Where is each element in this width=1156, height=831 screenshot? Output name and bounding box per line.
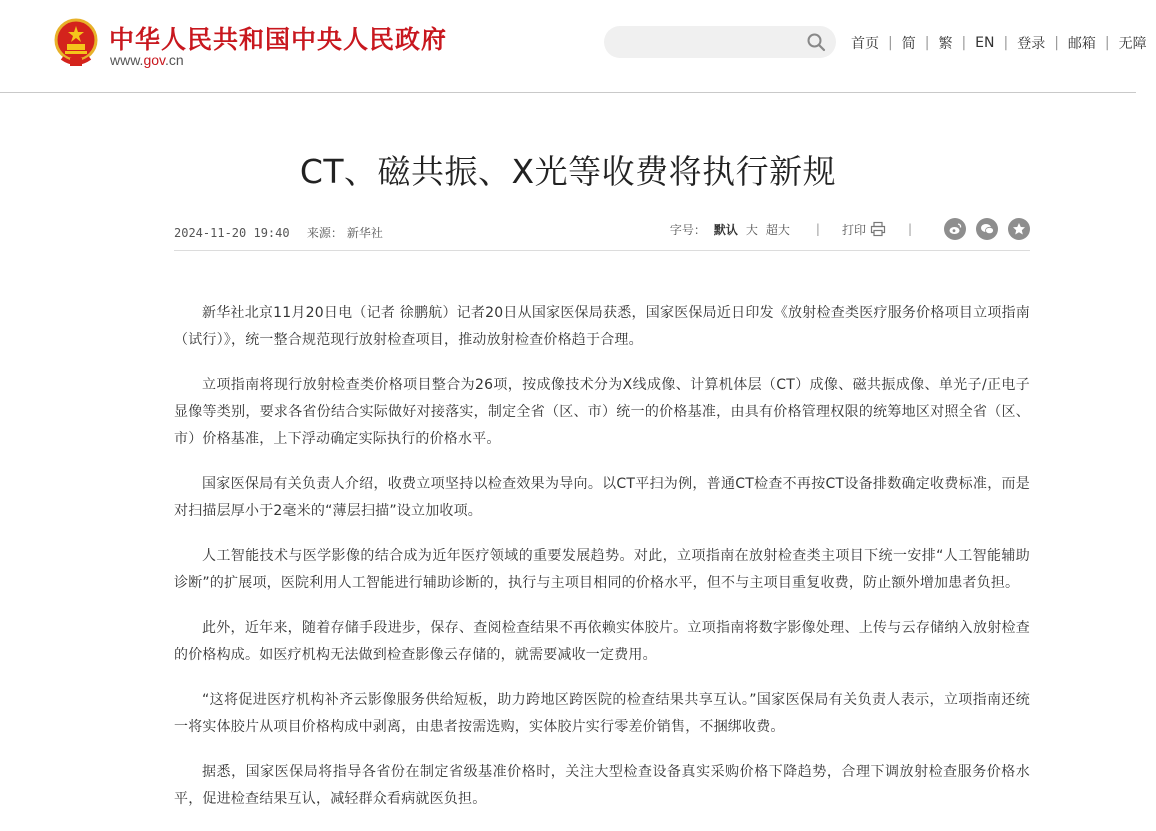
nav-simplified[interactable]: 简	[901, 36, 916, 52]
article-paragraph: 新华社北京11月20日电（记者 徐鹏航）记者20日从国家医保局获悉，国家医保局近日印发《放射检查类医疗服务价格项目立项指南（试行）》，统一整合规范现行放射检查项目，推动放射检查价格趋于合理。	[174, 305, 1030, 348]
article-paragraph: 此外，近年来，随着存储手段进步，保存、查阅检查结果不再依赖实体胶片。立项指南将数字影像处理、上传与云存储纳入放射检查的价格构成。如医疗机构无法做到检查影像云存储的，就需要减收一定费用。	[174, 620, 1030, 663]
nav-accessibility[interactable]: 无障	[1118, 36, 1147, 52]
meta-divider	[174, 250, 1030, 251]
article-paragraph: 国家医保局有关负责人介绍，收费立项坚持以检查效果为导向。以CT平扫为例，普通CT检查不再按CT设备排数确定收费标准，而是对扫描层厚小于2毫米的“薄层扫描”设立加收项。	[174, 476, 1030, 519]
font-size-default[interactable]: 默认	[713, 222, 738, 237]
nav-login[interactable]: 登录	[1017, 36, 1046, 52]
article-title: CT、磁共振、X光等收费将执行新规	[299, 152, 837, 191]
print-label: 打印	[841, 222, 866, 237]
star-icon	[1012, 222, 1026, 236]
source-label: 来源：	[306, 226, 343, 240]
site-url-gov: gov	[143, 52, 165, 68]
wechat-icon	[980, 222, 995, 236]
nav-mail[interactable]: 邮箱	[1067, 36, 1096, 52]
site-url-prefix: www.	[110, 52, 144, 68]
article-paragraph: “这将促进医疗机构补齐云影像服务供给短板，助力跨地区跨医院的检查结果共享互认。”国家医保局有关负责人表示，立项指南还统一将实体胶片从项目价格构成中剥离，由患者按需选购，实体胶片实行零差价销售，不捆绑收费。	[174, 692, 1030, 735]
site-url[interactable]	[110, 52, 184, 68]
site-url-suffix: .cn	[165, 52, 184, 68]
favorite-button[interactable]	[1008, 218, 1030, 240]
site-title[interactable]: 中华人民共和国中央人民政府	[109, 25, 448, 54]
national-emblem-icon[interactable]	[54, 18, 98, 68]
top-nav: 首页 | 简 | 繁 | EN | 登录 | 邮箱 | 无障	[842, 33, 1156, 53]
weibo-icon	[948, 222, 962, 236]
font-size-xlarge[interactable]: 超大	[765, 222, 790, 237]
article-body	[174, 300, 1030, 831]
publish-date: 2024-11-20 19:40	[174, 226, 290, 240]
article-paragraph: 人工智能技术与医学影像的结合成为近年医疗领域的重要发展趋势。对此，立项指南在放射检查类主项目下统一安排“人工智能辅助诊断”的扩展项，医院利用人工智能进行辅助诊断的，执行与主项目相同的价格水平，但不与主项目重复收费，防止额外增加患者负担。	[174, 548, 1030, 591]
weibo-share-button[interactable]	[944, 218, 966, 240]
search-icon[interactable]	[806, 32, 826, 52]
source-name: 新华社	[346, 226, 383, 240]
site-header	[0, 0, 1147, 93]
article-paragraph: 立项指南将现行放射检查类价格项目整合为26项，按成像技术分为X线成像、计算机体层（CT）成像、磁共振成像、单光子/正电子显像等类别，要求各省份结合实际做好对接落实，制定全省（区、市）统一的价格基准，由具有价格管理权限的统筹地区对照全省（区、市）价格基准，上下浮动确定实际执行的价格水平。	[174, 377, 1030, 447]
printer-icon	[870, 221, 886, 237]
font-size-large[interactable]: 大	[745, 222, 758, 237]
article-paragraph: 据悉，国家医保局将指导各省份在制定省级基准价格时，关注大型检查设备真实采购价格下降趋势，合理下调放射检查服务价格水平，促进检查结果互认，减轻群众看病就医负担。	[174, 764, 1030, 807]
nav-traditional[interactable]: 繁	[938, 36, 953, 52]
search-input[interactable]	[604, 26, 836, 58]
print-button[interactable]	[842, 221, 886, 238]
nav-home[interactable]: 首页	[851, 36, 879, 52]
wechat-share-button[interactable]	[976, 218, 998, 240]
font-size-label: 字号：	[669, 222, 706, 237]
article-meta: 2024-11-20 19:40 来源： 新华社 字号： 默认 大 超大 | 打印 |	[174, 218, 1030, 246]
nav-english[interactable]: EN	[975, 35, 995, 51]
